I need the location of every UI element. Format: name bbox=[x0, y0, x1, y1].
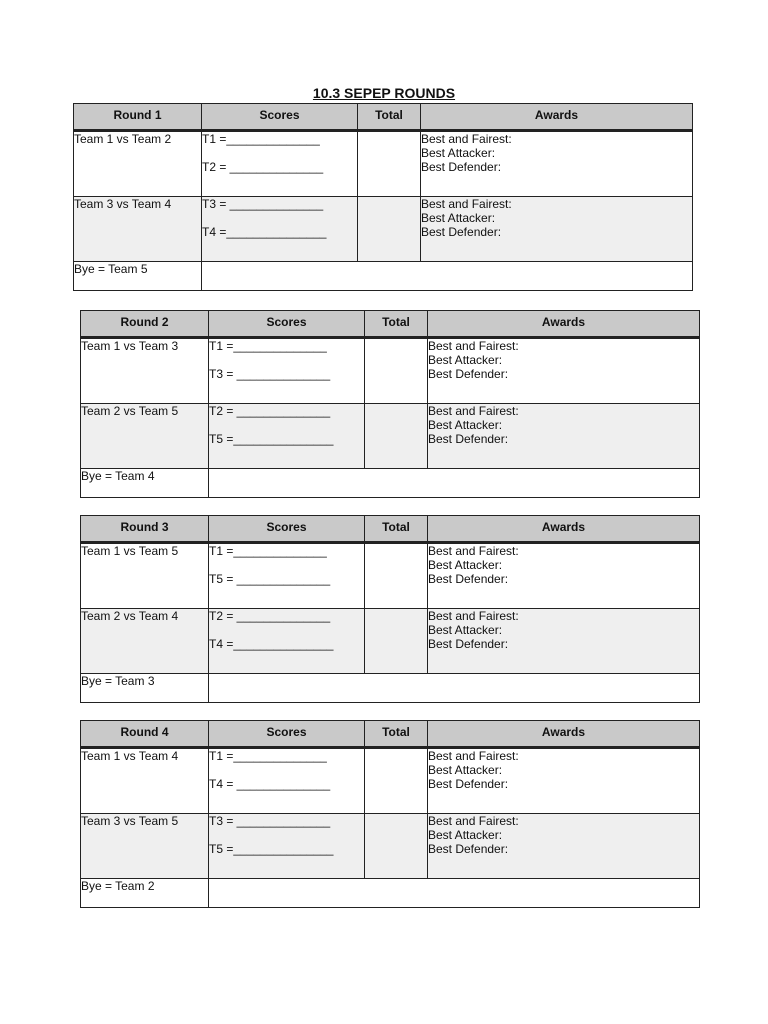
match-teams: Team 1 vs Team 4 bbox=[81, 748, 209, 814]
award-best-attacker: Best Attacker: bbox=[421, 211, 496, 225]
match-row bbox=[81, 609, 700, 674]
award-best-defender: Best Defender: bbox=[428, 572, 509, 586]
match-teams: Team 3 vs Team 4 bbox=[74, 197, 202, 262]
total-header: Total bbox=[365, 721, 428, 748]
scores-header: Scores bbox=[209, 516, 365, 543]
score-line-b: T4 = ______________ bbox=[209, 777, 331, 791]
total-cell[interactable] bbox=[365, 748, 428, 814]
award-best-attacker: Best Attacker: bbox=[428, 558, 503, 572]
round-header-row bbox=[81, 311, 700, 338]
score-cell[interactable] bbox=[209, 404, 365, 469]
award-best-fairest: Best and Fairest: bbox=[428, 404, 519, 418]
match-teams: Team 2 vs Team 5 bbox=[81, 404, 209, 469]
match-teams: Team 1 vs Team 5 bbox=[81, 543, 209, 609]
score-line-b: T3 = ______________ bbox=[209, 367, 331, 381]
total-header: Total bbox=[365, 311, 428, 338]
award-best-defender: Best Defender: bbox=[428, 432, 509, 446]
award-best-fairest: Best and Fairest: bbox=[428, 544, 519, 558]
score-line-b: T5 = ______________ bbox=[209, 572, 331, 586]
round-label: Round 3 bbox=[81, 516, 209, 543]
bye-team: Bye = Team 5 bbox=[74, 262, 202, 291]
bye-notes-cell[interactable] bbox=[209, 879, 700, 908]
total-cell[interactable] bbox=[365, 404, 428, 469]
bye-row bbox=[74, 262, 693, 291]
round-label: Round 2 bbox=[81, 311, 209, 338]
total-cell[interactable] bbox=[365, 338, 428, 404]
award-best-attacker: Best Attacker: bbox=[421, 146, 496, 160]
score-cell[interactable] bbox=[209, 814, 365, 879]
award-best-attacker: Best Attacker: bbox=[428, 828, 503, 842]
bye-team: Bye = Team 2 bbox=[81, 879, 209, 908]
match-teams: Team 2 vs Team 4 bbox=[81, 609, 209, 674]
award-best-fairest: Best and Fairest: bbox=[428, 339, 519, 353]
score-line-a: T1 =______________ bbox=[202, 132, 320, 146]
total-cell[interactable] bbox=[365, 609, 428, 674]
score-line-b: T2 = ______________ bbox=[202, 160, 324, 174]
bye-notes-cell[interactable] bbox=[209, 674, 700, 703]
match-row bbox=[81, 748, 700, 814]
bye-team: Bye = Team 3 bbox=[81, 674, 209, 703]
total-header: Total bbox=[365, 516, 428, 543]
round-table-4 bbox=[80, 720, 700, 908]
awards-cell[interactable] bbox=[421, 131, 693, 197]
awards-cell[interactable] bbox=[428, 543, 700, 609]
bye-row bbox=[81, 674, 700, 703]
score-line-a: T1 =______________ bbox=[209, 749, 327, 763]
score-line-b: T5 =_______________ bbox=[209, 432, 334, 446]
awards-cell[interactable] bbox=[428, 404, 700, 469]
award-best-defender: Best Defender: bbox=[421, 160, 502, 174]
round-table-3 bbox=[80, 515, 700, 703]
scores-header: Scores bbox=[209, 721, 365, 748]
award-best-defender: Best Defender: bbox=[428, 367, 509, 381]
score-line-a: T2 = ______________ bbox=[209, 404, 331, 418]
score-line-a: T2 = ______________ bbox=[209, 609, 331, 623]
match-teams: Team 1 vs Team 2 bbox=[74, 131, 202, 197]
award-best-defender: Best Defender: bbox=[428, 842, 509, 856]
match-row bbox=[81, 814, 700, 879]
awards-cell[interactable] bbox=[428, 609, 700, 674]
score-line-a: T3 = ______________ bbox=[202, 197, 324, 211]
score-cell[interactable] bbox=[202, 197, 358, 262]
score-cell[interactable] bbox=[209, 748, 365, 814]
scores-header: Scores bbox=[209, 311, 365, 338]
page-title: 10.3 SEPEP ROUNDS bbox=[312, 85, 456, 101]
award-best-fairest: Best and Fairest: bbox=[421, 197, 512, 211]
round-header-row bbox=[81, 516, 700, 543]
total-header: Total bbox=[358, 104, 421, 131]
score-line-a: T1 =______________ bbox=[209, 339, 327, 353]
total-cell[interactable] bbox=[358, 131, 421, 197]
award-best-fairest: Best and Fairest: bbox=[428, 749, 519, 763]
award-best-attacker: Best Attacker: bbox=[428, 623, 503, 637]
awards-header: Awards bbox=[421, 104, 693, 131]
award-best-defender: Best Defender: bbox=[428, 777, 509, 791]
round-label: Round 1 bbox=[74, 104, 202, 131]
award-best-attacker: Best Attacker: bbox=[428, 418, 503, 432]
award-best-fairest: Best and Fairest: bbox=[421, 132, 512, 146]
awards-cell[interactable] bbox=[428, 748, 700, 814]
bye-row bbox=[81, 469, 700, 498]
bye-notes-cell[interactable] bbox=[202, 262, 693, 291]
total-cell[interactable] bbox=[365, 814, 428, 879]
match-teams: Team 3 vs Team 5 bbox=[81, 814, 209, 879]
score-line-b: T4 =_______________ bbox=[209, 637, 334, 651]
score-cell[interactable] bbox=[202, 131, 358, 197]
total-cell[interactable] bbox=[358, 197, 421, 262]
award-best-fairest: Best and Fairest: bbox=[428, 609, 519, 623]
round-label: Round 4 bbox=[81, 721, 209, 748]
round-header-row bbox=[81, 721, 700, 748]
score-cell[interactable] bbox=[209, 609, 365, 674]
match-row bbox=[74, 197, 693, 262]
awards-header: Awards bbox=[428, 516, 700, 543]
awards-cell[interactable] bbox=[428, 338, 700, 404]
match-row bbox=[81, 543, 700, 609]
round-table-1 bbox=[73, 103, 693, 291]
award-best-attacker: Best Attacker: bbox=[428, 353, 503, 367]
score-line-b: T5 =_______________ bbox=[209, 842, 334, 856]
match-row bbox=[74, 131, 693, 197]
match-row bbox=[81, 338, 700, 404]
award-best-attacker: Best Attacker: bbox=[428, 763, 503, 777]
score-line-a: T3 = ______________ bbox=[209, 814, 331, 828]
match-row bbox=[81, 404, 700, 469]
awards-cell[interactable] bbox=[428, 814, 700, 879]
score-line-b: T4 =_______________ bbox=[202, 225, 327, 239]
awards-header: Awards bbox=[428, 721, 700, 748]
award-best-fairest: Best and Fairest: bbox=[428, 814, 519, 828]
bye-row bbox=[81, 879, 700, 908]
round-header-row bbox=[74, 104, 693, 131]
round-table-2 bbox=[80, 310, 700, 498]
bye-team: Bye = Team 4 bbox=[81, 469, 209, 498]
bye-notes-cell[interactable] bbox=[209, 469, 700, 498]
awards-header: Awards bbox=[428, 311, 700, 338]
award-best-defender: Best Defender: bbox=[428, 637, 509, 651]
awards-cell[interactable] bbox=[421, 197, 693, 262]
total-cell[interactable] bbox=[365, 543, 428, 609]
score-cell[interactable] bbox=[209, 543, 365, 609]
score-cell[interactable] bbox=[209, 338, 365, 404]
score-line-a: T1 =______________ bbox=[209, 544, 327, 558]
award-best-defender: Best Defender: bbox=[421, 225, 502, 239]
match-teams: Team 1 vs Team 3 bbox=[81, 338, 209, 404]
scores-header: Scores bbox=[202, 104, 358, 131]
